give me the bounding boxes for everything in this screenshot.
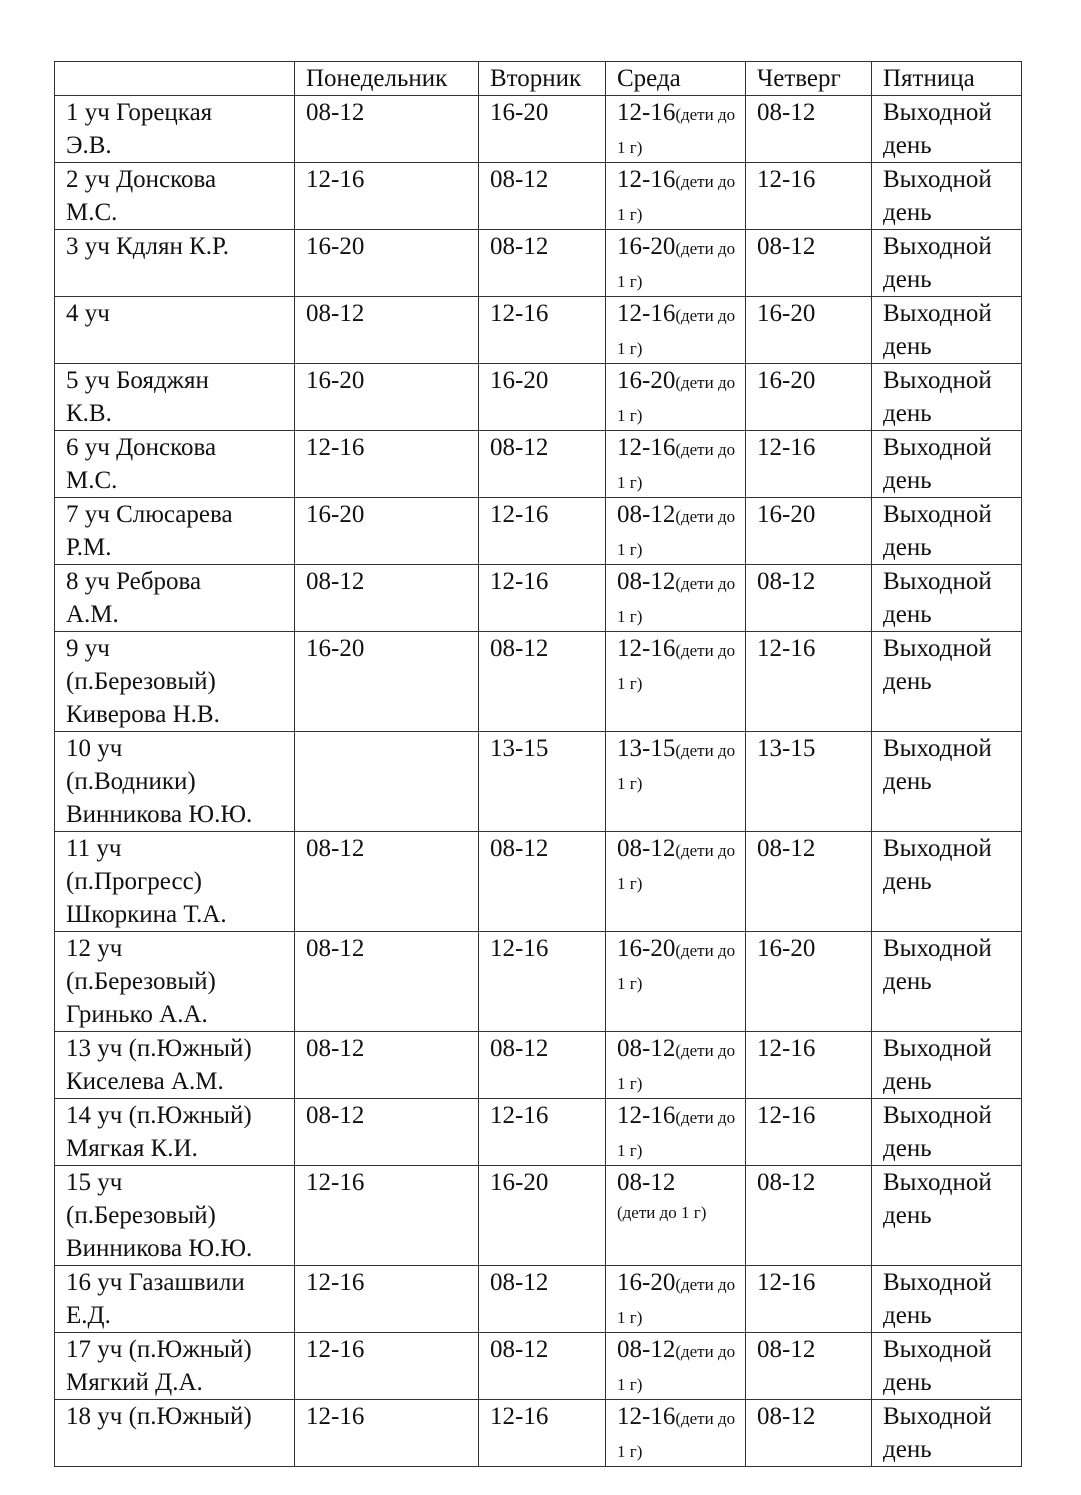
cell-thursday: 13-15 xyxy=(746,732,872,832)
friday-line: Выходной xyxy=(883,367,992,394)
area-name-line: (п.Березовый) xyxy=(66,968,216,995)
cell-wednesday xyxy=(606,364,746,431)
wednesday-time: 08-12 xyxy=(617,1169,676,1196)
area-name-line: 6 уч Донскова xyxy=(66,434,217,461)
cell-tuesday: 08-12 xyxy=(479,431,606,498)
cell-friday xyxy=(872,1032,1022,1099)
area-name-line: 13 уч (п.Южный) xyxy=(66,1035,252,1062)
friday-line: Выходной xyxy=(883,1035,992,1062)
wednesday-note: (дети до 1 г) xyxy=(617,841,736,893)
friday-line: Выходной xyxy=(883,300,992,327)
cell-friday xyxy=(872,732,1022,832)
friday-line: Выходной xyxy=(883,1269,992,1296)
cell-wednesday xyxy=(606,1333,746,1400)
table-row xyxy=(55,1099,1022,1166)
cell-thursday: 12-16 xyxy=(746,632,872,732)
wednesday-time: 12-16 xyxy=(617,300,676,327)
cell-tuesday: 08-12 xyxy=(479,832,606,932)
wednesday-time: 12-16 xyxy=(617,166,676,193)
cell-thursday: 08-12 xyxy=(746,230,872,297)
header-cell-tuesday: Вторник xyxy=(479,62,606,96)
wednesday-time: 12-16 xyxy=(617,1102,676,1129)
cell-wednesday xyxy=(606,732,746,832)
wednesday-note: (дети до 1 г) xyxy=(617,1342,736,1394)
area-name-line: Киверова Н.В. xyxy=(66,701,220,728)
cell-wednesday xyxy=(606,1166,746,1266)
cell-friday xyxy=(872,565,1022,632)
cell-friday xyxy=(872,364,1022,431)
wednesday-time: 08-12 xyxy=(617,568,676,595)
friday-line: день xyxy=(883,601,932,628)
area-name-line: (п.Березовый) xyxy=(66,668,216,695)
wednesday-time: 08-12 xyxy=(617,835,676,862)
header-cell-friday: Пятница xyxy=(872,62,1022,96)
area-name-line: 11 уч xyxy=(66,835,122,862)
friday-line: день xyxy=(883,668,932,695)
cell-area-name xyxy=(55,1333,295,1400)
area-name-line: (п.Водники) xyxy=(66,768,196,795)
cell-area-name xyxy=(55,163,295,230)
area-name-line: Э.В. xyxy=(66,132,112,159)
cell-monday: 08-12 xyxy=(295,565,479,632)
header-cell-thursday: Четверг xyxy=(746,62,872,96)
wednesday-note: (дети до 1 г) xyxy=(617,574,736,626)
area-name-line: 7 уч Слюсарева xyxy=(66,501,233,528)
cell-friday xyxy=(872,1099,1022,1166)
friday-line: Выходной xyxy=(883,1102,992,1129)
cell-tuesday: 16-20 xyxy=(479,96,606,163)
cell-monday: 16-20 xyxy=(295,498,479,565)
cell-tuesday: 16-20 xyxy=(479,1166,606,1266)
cell-area-name xyxy=(55,297,295,364)
wednesday-time: 16-20 xyxy=(617,935,676,962)
wednesday-time: 16-20 xyxy=(617,367,676,394)
cell-area-name xyxy=(55,498,295,565)
wednesday-note: (дети до 1 г) xyxy=(617,741,736,793)
table-row xyxy=(55,1333,1022,1400)
friday-line: день xyxy=(883,400,932,427)
cell-wednesday xyxy=(606,163,746,230)
header-row xyxy=(55,62,1022,96)
friday-line: день xyxy=(883,534,932,561)
cell-tuesday: 08-12 xyxy=(479,163,606,230)
wednesday-time: 12-16 xyxy=(617,1403,676,1430)
friday-line: день xyxy=(883,467,932,494)
area-name-line: 2 уч Донскова xyxy=(66,166,217,193)
cell-monday: 08-12 xyxy=(295,932,479,1032)
cell-tuesday: 12-16 xyxy=(479,565,606,632)
header-cell-wednesday: Среда xyxy=(606,62,746,96)
wednesday-note: (дети до 1 г) xyxy=(617,941,736,993)
cell-thursday: 12-16 xyxy=(746,1266,872,1333)
friday-line: Выходной xyxy=(883,1169,992,1196)
area-name-line: 1 уч Горецкая xyxy=(66,99,213,126)
cell-thursday: 16-20 xyxy=(746,364,872,431)
friday-line: день xyxy=(883,968,932,995)
cell-tuesday: 16-20 xyxy=(479,364,606,431)
cell-friday xyxy=(872,431,1022,498)
cell-area-name xyxy=(55,832,295,932)
cell-thursday: 12-16 xyxy=(746,1032,872,1099)
area-name-line: Мягкий Д.А. xyxy=(66,1369,203,1396)
cell-tuesday: 12-16 xyxy=(479,932,606,1032)
area-name-line: 3 уч Кдлян К.Р. xyxy=(66,233,230,260)
friday-line: Выходной xyxy=(883,233,992,260)
cell-thursday: 16-20 xyxy=(746,297,872,364)
area-name-line: 12 уч xyxy=(66,935,123,962)
table-row xyxy=(55,932,1022,1032)
cell-friday xyxy=(872,163,1022,230)
cell-wednesday xyxy=(606,565,746,632)
friday-line: день xyxy=(883,1202,932,1229)
friday-line: Выходной xyxy=(883,501,992,528)
table-row xyxy=(55,498,1022,565)
cell-wednesday xyxy=(606,932,746,1032)
cell-friday xyxy=(872,1333,1022,1400)
cell-wednesday xyxy=(606,1099,746,1166)
wednesday-time: 08-12 xyxy=(617,1336,676,1363)
friday-line: день xyxy=(883,1302,932,1329)
wednesday-time: 12-16 xyxy=(617,99,676,126)
cell-monday: 16-20 xyxy=(295,364,479,431)
cell-area-name xyxy=(55,1166,295,1266)
cell-area-name xyxy=(55,565,295,632)
cell-tuesday: 12-16 xyxy=(479,498,606,565)
cell-friday xyxy=(872,632,1022,732)
cell-monday: 08-12 xyxy=(295,96,479,163)
friday-line: день xyxy=(883,768,932,795)
cell-friday xyxy=(872,498,1022,565)
friday-line: Выходной xyxy=(883,434,992,461)
table-row xyxy=(55,96,1022,163)
wednesday-time: 12-16 xyxy=(617,635,676,662)
friday-line: Выходной xyxy=(883,166,992,193)
table-row xyxy=(55,230,1022,297)
cell-wednesday xyxy=(606,1032,746,1099)
area-name-line: А.М. xyxy=(66,601,119,628)
cell-tuesday: 08-12 xyxy=(479,1032,606,1099)
cell-area-name xyxy=(55,1099,295,1166)
friday-line: день xyxy=(883,132,932,159)
table-row xyxy=(55,431,1022,498)
cell-wednesday xyxy=(606,832,746,932)
area-name-line: Мягкая К.И. xyxy=(66,1135,198,1162)
table-row xyxy=(55,832,1022,932)
cell-thursday: 16-20 xyxy=(746,498,872,565)
table-row xyxy=(55,632,1022,732)
area-name-line: 10 уч xyxy=(66,735,123,762)
wednesday-time: 08-12 xyxy=(617,1035,676,1062)
table-row xyxy=(55,1400,1022,1467)
cell-monday: 08-12 xyxy=(295,297,479,364)
cell-monday xyxy=(295,732,479,832)
cell-area-name xyxy=(55,1266,295,1333)
cell-friday xyxy=(872,1166,1022,1266)
friday-line: Выходной xyxy=(883,1336,992,1363)
cell-friday xyxy=(872,932,1022,1032)
wednesday-time: 12-16 xyxy=(617,434,676,461)
cell-area-name xyxy=(55,1032,295,1099)
cell-friday xyxy=(872,832,1022,932)
schedule-body xyxy=(55,96,1022,1467)
header-cell-area xyxy=(55,62,295,96)
cell-thursday: 12-16 xyxy=(746,163,872,230)
friday-line: Выходной xyxy=(883,735,992,762)
cell-friday xyxy=(872,1400,1022,1467)
wednesday-note: (дети до 1 г) xyxy=(617,105,736,157)
cell-friday xyxy=(872,1266,1022,1333)
cell-monday: 08-12 xyxy=(295,1032,479,1099)
friday-line: день xyxy=(883,1068,932,1095)
cell-thursday: 08-12 xyxy=(746,832,872,932)
table-row xyxy=(55,163,1022,230)
table-row xyxy=(55,364,1022,431)
cell-thursday: 12-16 xyxy=(746,1099,872,1166)
area-name-line: 16 уч Газашвили xyxy=(66,1269,245,1296)
area-name-line: 18 уч (п.Южный) xyxy=(66,1403,252,1430)
area-name-line: 9 уч xyxy=(66,635,110,662)
cell-monday: 12-16 xyxy=(295,1166,479,1266)
friday-line: день xyxy=(883,868,932,895)
area-name-line: М.С. xyxy=(66,199,118,226)
area-name-line: 14 уч (п.Южный) xyxy=(66,1102,252,1129)
cell-thursday: 08-12 xyxy=(746,1166,872,1266)
cell-wednesday xyxy=(606,431,746,498)
cell-area-name xyxy=(55,632,295,732)
area-name-line: Винникова Ю.Ю. xyxy=(66,1235,253,1262)
friday-line: Выходной xyxy=(883,835,992,862)
cell-tuesday: 12-16 xyxy=(479,297,606,364)
cell-wednesday xyxy=(606,498,746,565)
area-name-line: М.С. xyxy=(66,467,118,494)
wednesday-time: 16-20 xyxy=(617,1269,676,1296)
friday-line: Выходной xyxy=(883,635,992,662)
cell-area-name xyxy=(55,230,295,297)
friday-line: Выходной xyxy=(883,99,992,126)
wednesday-time: 13-15 xyxy=(617,735,676,762)
friday-line: день xyxy=(883,199,932,226)
wednesday-note: (дети до 1 г) xyxy=(617,1409,736,1461)
friday-line: день xyxy=(883,1135,932,1162)
cell-wednesday xyxy=(606,297,746,364)
cell-monday: 08-12 xyxy=(295,1099,479,1166)
table-row xyxy=(55,1166,1022,1266)
cell-monday: 12-16 xyxy=(295,163,479,230)
friday-line: Выходной xyxy=(883,568,992,595)
cell-tuesday: 12-16 xyxy=(479,1099,606,1166)
cell-thursday: 08-12 xyxy=(746,1400,872,1467)
cell-monday: 08-12 xyxy=(295,832,479,932)
cell-area-name xyxy=(55,732,295,832)
cell-wednesday xyxy=(606,1266,746,1333)
wednesday-note: (дети до 1 г) xyxy=(617,1275,736,1327)
cell-monday: 12-16 xyxy=(295,1333,479,1400)
friday-line: Выходной xyxy=(883,935,992,962)
table-row xyxy=(55,1032,1022,1099)
cell-monday: 16-20 xyxy=(295,632,479,732)
table-row xyxy=(55,565,1022,632)
cell-wednesday xyxy=(606,96,746,163)
wednesday-note: (дети до 1 г) xyxy=(617,172,736,224)
cell-thursday: 08-12 xyxy=(746,565,872,632)
cell-monday: 12-16 xyxy=(295,431,479,498)
wednesday-note: (дети до 1 г) xyxy=(617,373,736,425)
friday-line: день xyxy=(883,333,932,360)
area-name-line: Е.Д. xyxy=(66,1302,111,1329)
cell-thursday: 12-16 xyxy=(746,431,872,498)
cell-tuesday: 12-16 xyxy=(479,1400,606,1467)
area-name-line: К.В. xyxy=(66,400,112,427)
cell-area-name xyxy=(55,431,295,498)
cell-tuesday: 08-12 xyxy=(479,1333,606,1400)
friday-line: день xyxy=(883,1369,932,1396)
area-name-line: 8 уч Реброва xyxy=(66,568,202,595)
cell-area-name xyxy=(55,1400,295,1467)
area-name-line: Шкоркина Т.А. xyxy=(66,901,227,928)
area-name-line: Киселева А.М. xyxy=(66,1068,224,1095)
area-name-line: Гринько А.А. xyxy=(66,1001,208,1028)
schedule-document xyxy=(54,61,1021,1467)
area-name-line: 15 уч xyxy=(66,1169,123,1196)
table-row xyxy=(55,297,1022,364)
cell-wednesday xyxy=(606,632,746,732)
wednesday-note: (дети до 1 г) xyxy=(617,239,736,291)
cell-thursday: 08-12 xyxy=(746,96,872,163)
cell-friday xyxy=(872,230,1022,297)
table-row xyxy=(55,1266,1022,1333)
cell-area-name xyxy=(55,96,295,163)
schedule-table xyxy=(54,61,1022,1467)
cell-friday xyxy=(872,297,1022,364)
friday-line: день xyxy=(883,1436,932,1463)
cell-area-name xyxy=(55,932,295,1032)
cell-monday: 16-20 xyxy=(295,230,479,297)
wednesday-note: (дети до 1 г) xyxy=(617,1041,736,1093)
cell-area-name xyxy=(55,364,295,431)
cell-tuesday: 08-12 xyxy=(479,632,606,732)
area-name-line: 4 уч xyxy=(66,300,110,327)
wednesday-note: (дети до 1 г) xyxy=(617,641,736,693)
header-cell-monday: Понедельник xyxy=(295,62,479,96)
cell-monday: 12-16 xyxy=(295,1266,479,1333)
cell-tuesday: 13-15 xyxy=(479,732,606,832)
cell-friday xyxy=(872,96,1022,163)
cell-thursday: 08-12 xyxy=(746,1333,872,1400)
area-name-line: (п.Прогресс) xyxy=(66,868,202,895)
wednesday-time: 16-20 xyxy=(617,233,676,260)
cell-wednesday xyxy=(606,1400,746,1467)
wednesday-note: (дети до 1 г) xyxy=(617,440,736,492)
wednesday-note: (дети до 1 г) xyxy=(617,1108,736,1160)
cell-tuesday: 08-12 xyxy=(479,230,606,297)
area-name-line: Винникова Ю.Ю. xyxy=(66,801,253,828)
area-name-line: 5 уч Бояджян xyxy=(66,367,209,394)
area-name-line: (п.Березовый) xyxy=(66,1202,216,1229)
wednesday-note: (дети до 1 г) xyxy=(617,306,736,358)
cell-tuesday: 08-12 xyxy=(479,1266,606,1333)
friday-line: день xyxy=(883,266,932,293)
wednesday-note: (дети до 1 г) xyxy=(617,507,736,559)
table-row xyxy=(55,732,1022,832)
wednesday-note: (дети до 1 г) xyxy=(617,1203,707,1222)
friday-line: Выходной xyxy=(883,1403,992,1430)
area-name-line: Р.М. xyxy=(66,534,112,561)
cell-wednesday xyxy=(606,230,746,297)
area-name-line: 17 уч (п.Южный) xyxy=(66,1336,252,1363)
cell-thursday: 16-20 xyxy=(746,932,872,1032)
wednesday-time: 08-12 xyxy=(617,501,676,528)
cell-monday: 12-16 xyxy=(295,1400,479,1467)
